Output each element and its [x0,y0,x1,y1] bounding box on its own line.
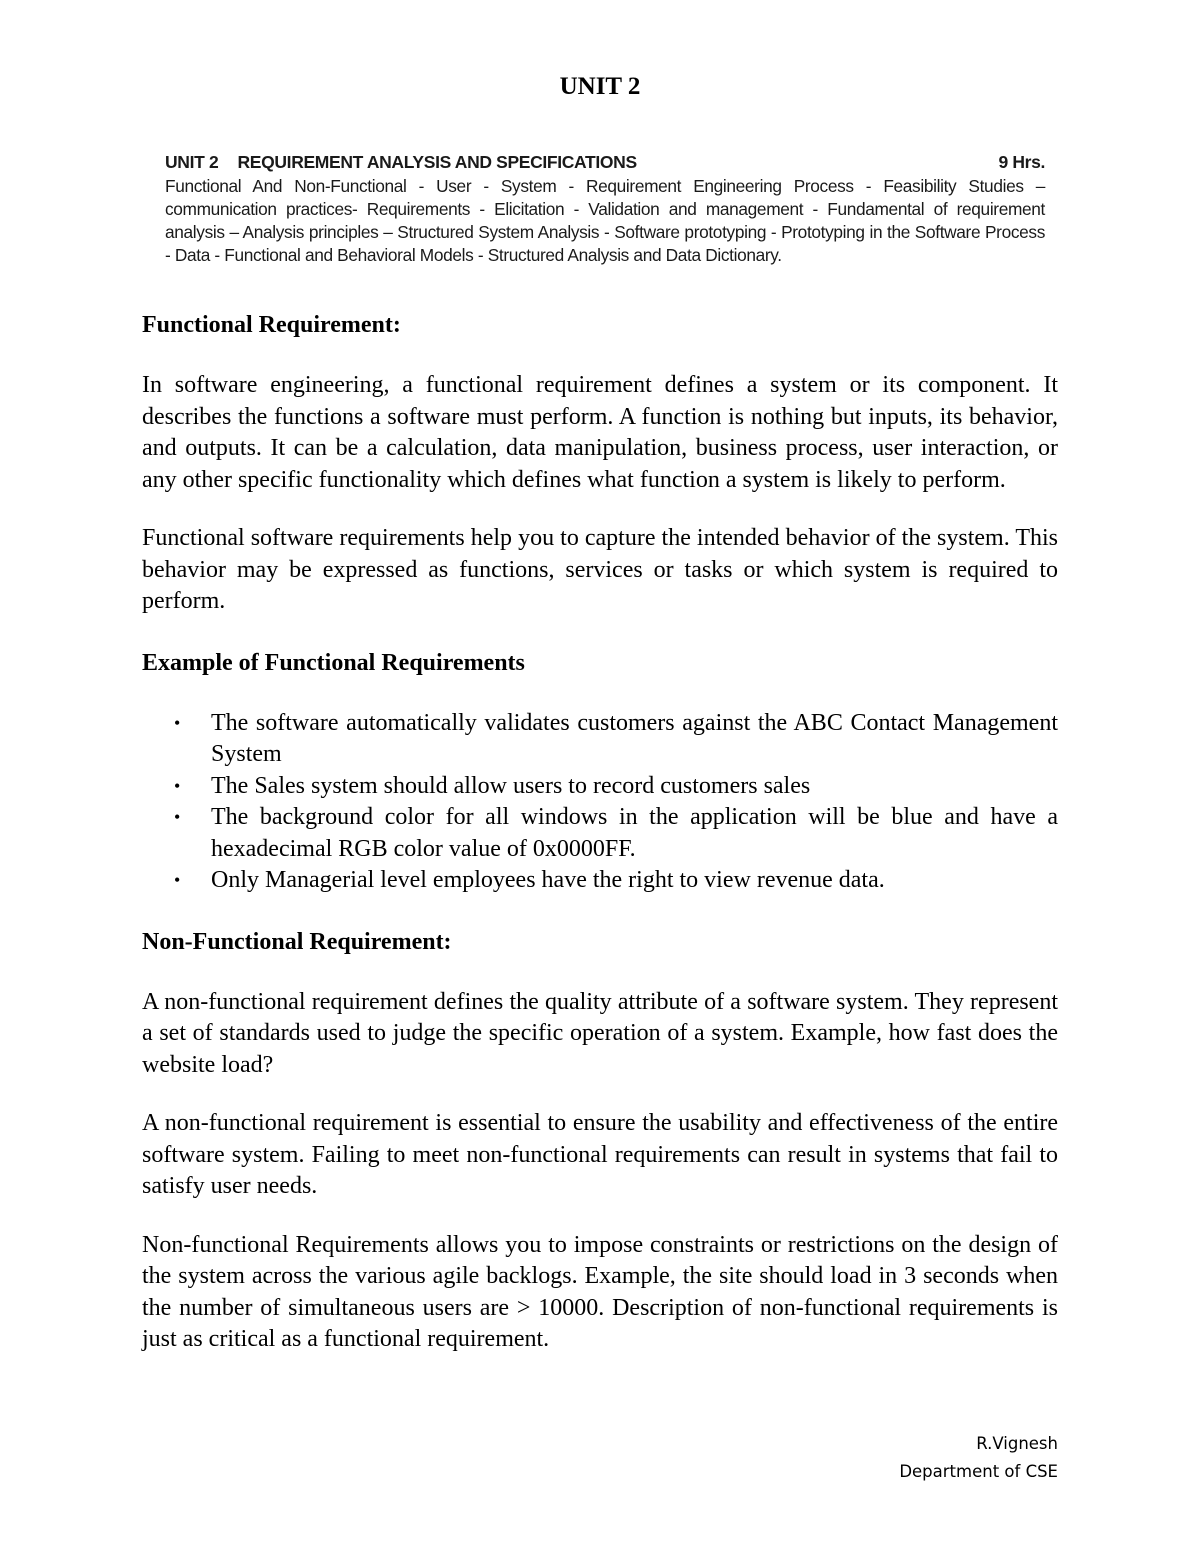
list-item [174,771,1058,803]
list-item [174,802,1058,865]
functional-paragraph-1: In software engineering, a functional requirement defines a system or its component. It describes the functions a software must perform. A function is nothing but inputs, its behavior, and outputs. It can be a calculation, data manipulation, business process, user interaction, or any other specific functionality which defines what function a system is likely to perform. [142,372,1058,493]
list-item-text: Only Managerial level employees have the right to view revenue data. [211,867,885,893]
syllabus-box [165,150,1045,267]
list-item [174,708,1058,771]
functional-heading: Functional Requirement: [142,312,401,338]
syllabus-topics: Functional And Non-Functional - User - System - Requirement Engineering Process - Feasibility Studies –communication practices- Requirements - Elicitation - Validation and management - Fundamental of requirement analysis – Analysis principles – Structured System Analysis - Software prototyping - Prototyping in the Software Process - Data - Functional and Behavioral Models - Structured Analysis and Data Dictionary. [165,176,1045,265]
bullet-icon: • [174,870,181,890]
list-item-text: The Sales system should allow users to record customers sales [211,772,811,799]
examples-list [142,708,1058,897]
syllabus-header [165,150,1045,174]
examples-heading: Example of Functional Requirements [142,649,525,676]
page-footer [899,1430,1058,1486]
list-item-text: The software automatically validates customers against the ABC Contact Management System [211,709,1058,767]
syllabus-hours: 9 Hrs. [998,152,1045,172]
non-functional-paragraph-1: A non-functional requirement defines the quality attribute of a software system. They represent a set of standards used to judge the specific operation of a system. Example, how fast does the website load? [142,988,1058,1078]
syllabus-unit-name: REQUIREMENT ANALYSIS AND SPECIFICATIONS [237,152,637,172]
non-functional-paragraph-2: A non-functional requirement is essential to ensure the usability and effectiveness of the entire software system. Failing to meet non-functional requirements can result in systems that fail to satisfy user needs. [142,1110,1058,1199]
footer-department: Department of CSE [899,1462,1058,1481]
footer-author: R.Vignesh [976,1434,1058,1453]
main-content [142,307,1058,1383]
bullet-icon: • [174,712,181,733]
list-item-text: The background color for all windows in the application will be blue and have a hexadecimal RGB color value of 0x0000FF. [211,804,1058,862]
page-title: UNIT 2 [559,73,641,100]
list-item [174,865,1058,897]
bullet-icon: • [174,775,181,796]
functional-paragraph-2: Functional software requirements help you to capture the intended behavior of the system. This behavior may be expressed as functions, services or tasks or which system is required to perform. [142,525,1058,614]
non-functional-paragraph-3: Non-functional Requirements allows you to impose constraints or restrictions on the design of the system across the various agile backlogs. Example, the site should load in 3 seconds when the number of simultaneous users are > 10000. Description of non-functional requirements is just as critical as a functional requirement. [142,1231,1058,1352]
non-functional-heading: Non-Functional Requirement: [142,928,452,955]
syllabus-unit-code: UNIT 2 [165,152,219,172]
syllabus-unit-heading [165,150,637,174]
bullet-icon: • [174,807,181,827]
